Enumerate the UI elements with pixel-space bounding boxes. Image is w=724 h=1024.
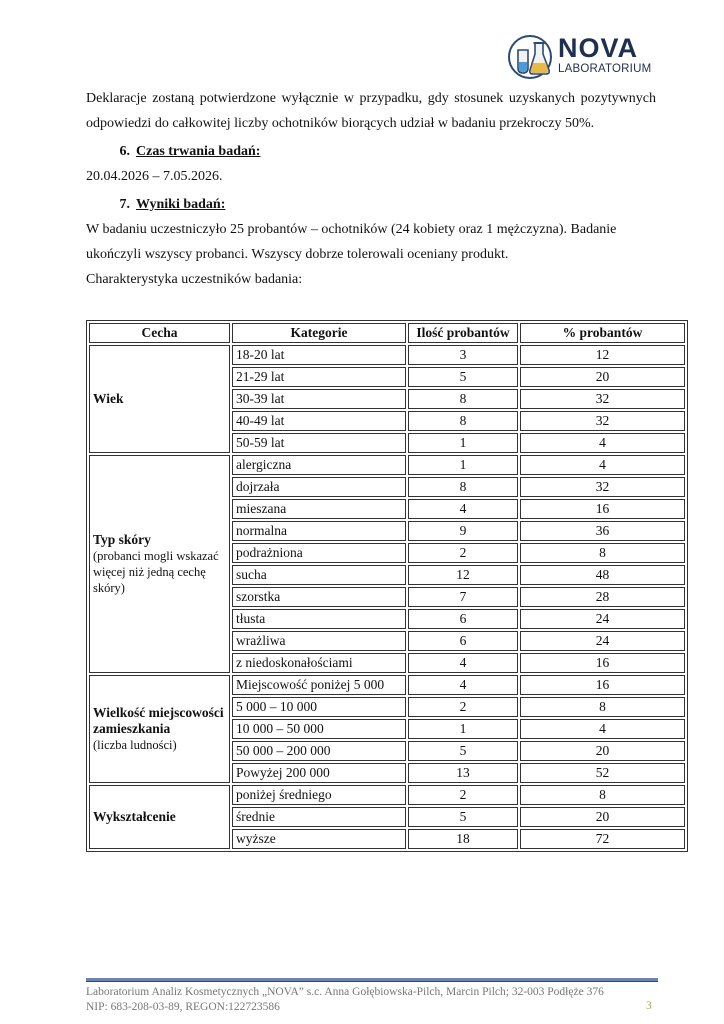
flask-logo-icon <box>508 30 558 82</box>
count-cell: 4 <box>408 653 518 673</box>
category-cell: średnie <box>232 807 406 827</box>
count-cell: 3 <box>408 345 518 365</box>
count-cell: 2 <box>408 697 518 717</box>
category-cell: Miejscowość poniżej 5 000 <box>232 675 406 695</box>
percent-cell: 16 <box>520 675 685 695</box>
percent-cell: 20 <box>520 741 685 761</box>
count-cell: 9 <box>408 521 518 541</box>
category-cell: normalna <box>232 521 406 541</box>
category-cell: podrażniona <box>232 543 406 563</box>
category-cell: poniżej średniego <box>232 785 406 805</box>
count-cell: 13 <box>408 763 518 783</box>
results-paragraph: W badaniu uczestniczyło 25 probantów – ochotników (24 kobiety oraz 1 mężczyzna). Badanie ukończyli wszyscy probanci. Wszyscy dobrze tolerowali oceniany produkt. <box>86 222 617 262</box>
count-cell: 8 <box>408 389 518 409</box>
feature-cell <box>89 785 230 849</box>
feature-name: Wiek <box>93 391 124 406</box>
category-cell: 5 000 – 10 000 <box>232 697 406 717</box>
table-row <box>89 455 685 475</box>
header-kategorie: Kategorie <box>232 323 406 343</box>
table-row <box>89 345 685 365</box>
footer <box>86 985 658 1015</box>
category-cell: 40-49 lat <box>232 411 406 431</box>
count-cell: 4 <box>408 675 518 695</box>
category-cell: mieszana <box>232 499 406 519</box>
percent-cell: 32 <box>520 411 685 431</box>
percent-cell: 16 <box>520 653 685 673</box>
count-cell: 18 <box>408 829 518 849</box>
logo-subtitle: LABORATORIUM <box>558 63 652 75</box>
feature-note: (probanci mogli wskazać więcej niż jedną cechę skóry) <box>93 549 219 595</box>
section-7-heading <box>86 192 656 217</box>
category-cell: 18-20 lat <box>232 345 406 365</box>
section-title: Czas trwania badań: <box>136 144 261 159</box>
intro-paragraph: Deklaracje zostaną potwierdzone wyłącznie w przypadku, gdy stosunek uzyskanych pozytywnych odpowiedzi do całkowitej liczby ochotników biorących udział w badaniu przekroczy 50%. <box>86 91 656 131</box>
count-cell: 6 <box>408 609 518 629</box>
percent-cell: 16 <box>520 499 685 519</box>
percent-cell: 32 <box>520 389 685 409</box>
participants-table <box>86 320 688 852</box>
footer-ids: NIP: 683-208-03-89, REGON:122723586 <box>86 1001 280 1013</box>
feature-cell <box>89 675 230 783</box>
section-number: 7. <box>119 197 130 212</box>
count-cell: 5 <box>408 807 518 827</box>
category-cell: wrażliwa <box>232 631 406 651</box>
count-cell: 1 <box>408 433 518 453</box>
category-cell: Powyżej 200 000 <box>232 763 406 783</box>
percent-cell: 4 <box>520 719 685 739</box>
percent-cell: 8 <box>520 543 685 563</box>
count-cell: 2 <box>408 543 518 563</box>
percent-cell: 4 <box>520 455 685 475</box>
nova-logo <box>508 30 658 82</box>
footer-address: Laboratorium Analiz Kosmetycznych „NOVA” s.c. Anna Gołębiowska-Pilch, Marcin Pilch; 32-003 Podłęże 376 <box>86 986 604 998</box>
category-cell: alergiczna <box>232 455 406 475</box>
percent-cell: 4 <box>520 433 685 453</box>
table-row <box>89 785 685 805</box>
percent-cell: 36 <box>520 521 685 541</box>
count-cell: 6 <box>408 631 518 651</box>
percent-cell: 24 <box>520 609 685 629</box>
count-cell: 7 <box>408 587 518 607</box>
category-cell: 10 000 – 50 000 <box>232 719 406 739</box>
count-cell: 1 <box>408 455 518 475</box>
count-cell: 5 <box>408 367 518 387</box>
category-cell: 21-29 lat <box>232 367 406 387</box>
category-cell: 30-39 lat <box>232 389 406 409</box>
header-cecha: Cecha <box>89 323 230 343</box>
category-cell: wyższe <box>232 829 406 849</box>
study-duration: 20.04.2026 – 7.05.2026. <box>86 169 223 184</box>
percent-cell: 32 <box>520 477 685 497</box>
category-cell: 50 000 – 200 000 <box>232 741 406 761</box>
percent-cell: 20 <box>520 367 685 387</box>
count-cell: 2 <box>408 785 518 805</box>
count-cell: 4 <box>408 499 518 519</box>
page-number: 3 <box>646 1000 652 1012</box>
section-title: Wyniki badań: <box>136 197 226 212</box>
logo-brand: NOVA <box>558 33 639 63</box>
section-6-heading <box>86 139 656 164</box>
percent-cell: 28 <box>520 587 685 607</box>
count-cell: 12 <box>408 565 518 585</box>
percent-cell: 20 <box>520 807 685 827</box>
count-cell: 5 <box>408 741 518 761</box>
percent-cell: 12 <box>520 345 685 365</box>
feature-name: Typ skóry <box>93 532 151 547</box>
category-cell: 50-59 lat <box>232 433 406 453</box>
count-cell: 1 <box>408 719 518 739</box>
feature-name: Wykształcenie <box>93 809 176 824</box>
category-cell: tłusta <box>232 609 406 629</box>
feature-cell <box>89 345 230 453</box>
header-percent: % probantów <box>520 323 685 343</box>
percent-cell: 52 <box>520 763 685 783</box>
table-header-row <box>89 323 685 343</box>
category-cell: z niedoskonałościami <box>232 653 406 673</box>
feature-note: (liczba ludności) <box>93 738 177 752</box>
table-caption: Charakterystyka uczestników badania: <box>86 272 303 287</box>
percent-cell: 48 <box>520 565 685 585</box>
percent-cell: 8 <box>520 785 685 805</box>
count-cell: 8 <box>408 411 518 431</box>
footer-divider <box>86 978 658 982</box>
percent-cell: 72 <box>520 829 685 849</box>
category-cell: dojrzała <box>232 477 406 497</box>
count-cell: 8 <box>408 477 518 497</box>
table-row <box>89 675 685 695</box>
feature-name: Wielkość miejscowości zamieszkania <box>93 705 224 736</box>
header-count: Ilość probantów <box>408 323 518 343</box>
feature-cell <box>89 455 230 673</box>
document-body <box>86 86 656 292</box>
category-cell: sucha <box>232 565 406 585</box>
table-body <box>89 345 685 849</box>
category-cell: szorstka <box>232 587 406 607</box>
percent-cell: 8 <box>520 697 685 717</box>
percent-cell: 24 <box>520 631 685 651</box>
section-number: 6. <box>119 144 130 159</box>
